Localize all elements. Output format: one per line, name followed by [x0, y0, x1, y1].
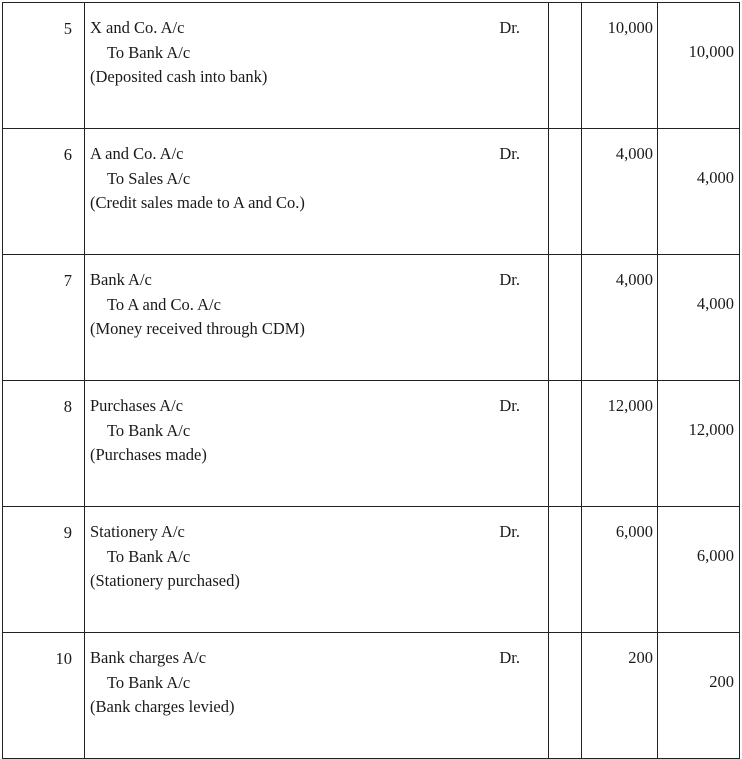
journal-entry-row: [3, 129, 740, 255]
credit-amount: 6,000: [658, 507, 740, 633]
journal-table: [2, 2, 740, 759]
dr-label: Dr.: [499, 144, 520, 163]
dr-label: Dr.: [499, 522, 520, 541]
debit-account: A and Co. A/c: [90, 144, 184, 163]
particulars-cell: [85, 255, 549, 381]
credit-account: To Sales A/c: [107, 168, 191, 188]
ledger-folio-cell: [549, 3, 582, 129]
credit-amount: 200: [658, 633, 740, 759]
entry-number: 10: [3, 633, 85, 759]
debit-amount: 6,000: [582, 507, 658, 633]
credit-amount: 4,000: [658, 129, 740, 255]
dr-label: Dr.: [499, 270, 520, 289]
credit-amount: 10,000: [658, 3, 740, 129]
particulars-cell: [85, 507, 549, 633]
debit-amount: 12,000: [582, 381, 658, 507]
debit-account: Stationery A/c: [90, 522, 185, 541]
entry-number: 9: [3, 507, 85, 633]
debit-amount: 4,000: [582, 129, 658, 255]
credit-account: To Bank A/c: [107, 546, 191, 566]
dr-label: Dr.: [499, 396, 520, 415]
dr-label: Dr.: [499, 18, 520, 37]
narration: (Purchases made): [90, 445, 207, 464]
credit-account: To A and Co. A/c: [107, 294, 221, 314]
debit-amount: 10,000: [582, 3, 658, 129]
ledger-folio-cell: [549, 507, 582, 633]
narration: (Bank charges levied): [90, 697, 235, 716]
ledger-folio-cell: [549, 255, 582, 381]
entry-number: 5: [3, 3, 85, 129]
entry-number: 6: [3, 129, 85, 255]
debit-amount: 200: [582, 633, 658, 759]
journal-body: [3, 3, 740, 759]
dr-label: Dr.: [499, 648, 520, 667]
credit-account: To Bank A/c: [107, 672, 191, 692]
credit-amount: 4,000: [658, 255, 740, 381]
particulars-cell: [85, 3, 549, 129]
narration: (Money received through CDM): [90, 319, 305, 338]
debit-account: Bank A/c: [90, 270, 152, 289]
debit-account: Bank charges A/c: [90, 648, 207, 667]
narration: (Credit sales made to A and Co.): [90, 193, 305, 212]
journal-entry-row: [3, 381, 740, 507]
journal-entry-row: [3, 255, 740, 381]
ledger-folio-cell: [549, 633, 582, 759]
debit-account: X and Co. A/c: [90, 18, 185, 37]
journal-entry-row: [3, 633, 740, 759]
debit-account: Purchases A/c: [90, 396, 184, 415]
credit-account: To Bank A/c: [107, 42, 191, 62]
entry-number: 8: [3, 381, 85, 507]
particulars-cell: [85, 633, 549, 759]
ledger-folio-cell: [549, 129, 582, 255]
credit-account: To Bank A/c: [107, 420, 191, 440]
debit-amount: 4,000: [582, 255, 658, 381]
particulars-cell: [85, 381, 549, 507]
particulars-cell: [85, 129, 549, 255]
journal-entry-row: [3, 3, 740, 129]
credit-amount: 12,000: [658, 381, 740, 507]
narration: (Deposited cash into bank): [90, 67, 268, 86]
entry-number: 7: [3, 255, 85, 381]
narration: (Stationery purchased): [90, 571, 240, 590]
ledger-folio-cell: [549, 381, 582, 507]
journal-entry-row: [3, 507, 740, 633]
